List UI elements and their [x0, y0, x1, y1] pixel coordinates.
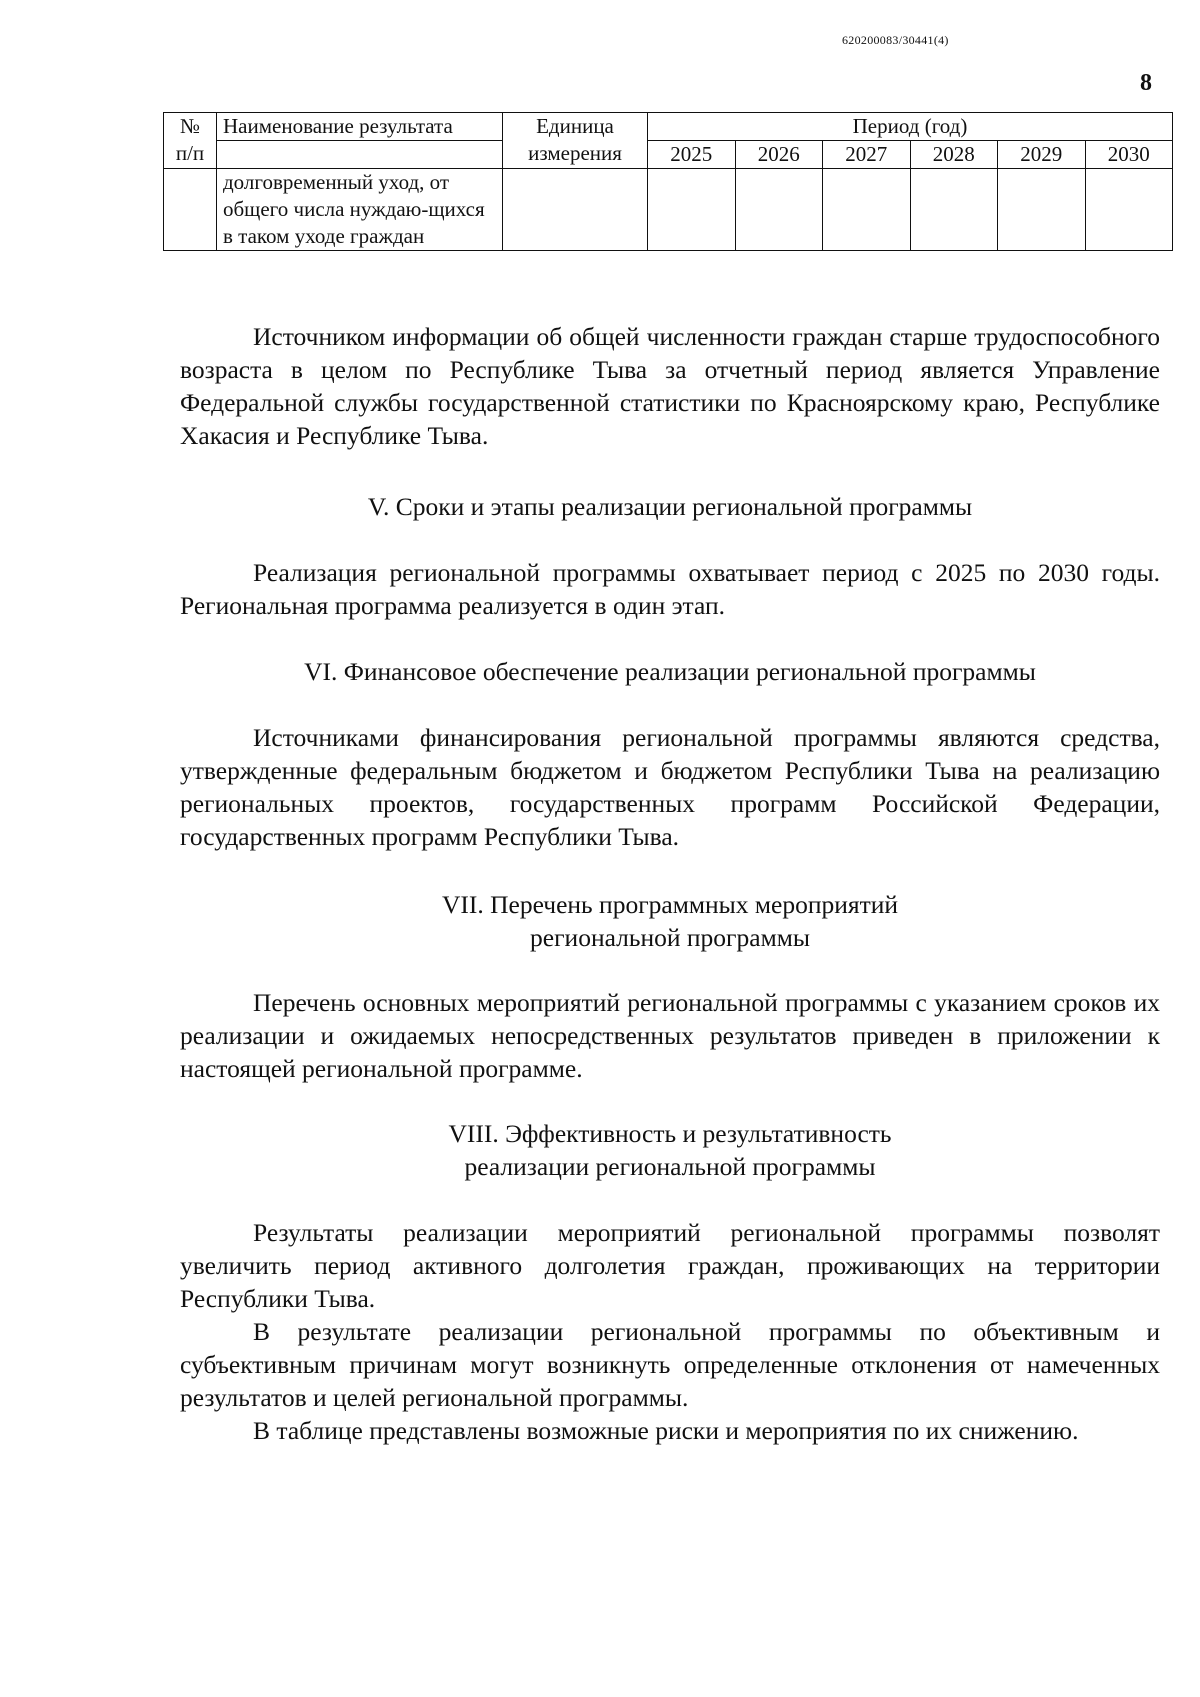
year-2029: 2029: [998, 141, 1086, 169]
row-number-cell: [164, 169, 217, 251]
table-header-row: [164, 113, 1173, 141]
heading-line: VII. Перечень программных мероприятий: [441, 890, 899, 919]
year-2030: 2030: [1085, 141, 1173, 169]
page-number: 8: [1140, 70, 1152, 96]
heading-line: VIII. Эффективность и результативность: [448, 1119, 892, 1148]
col-header-unit: Единица измерения: [503, 113, 648, 169]
paragraph-info-source: [180, 320, 1160, 452]
section-heading-viii: [180, 1117, 1160, 1183]
col-header-name-empty: [217, 141, 503, 169]
results-table: [163, 112, 1173, 251]
row-2025-cell: [648, 169, 736, 251]
section-heading-vii: [180, 888, 1160, 954]
row-unit-cell: [503, 169, 648, 251]
col-header-name: Наименование результата: [217, 113, 503, 141]
paragraph-text: Источниками финансирования региональной программы являются средства, утвержденные федеральным бюджетом и бюджетом Республики Тыва на реализацию региональных проектов, государственных программ Российской Федерации, государственных программ Республики Тыва.: [180, 723, 1160, 851]
paragraph-text: В результате реализации региональной программы по объективным и субъективным причинам могут возникнуть определенные отклонения от намеченных результатов и целей региональной программы.: [180, 1317, 1160, 1412]
year-2027: 2027: [823, 141, 911, 169]
section-heading-v: V. Сроки и этапы реализации региональной программы: [367, 492, 973, 521]
paragraph-effectiveness: [180, 1216, 1160, 1447]
paragraph-text: Источником информации об общей численности граждан старше трудоспособного возраста в целом по Республике Тыва за отчетный период является Управление Федеральной службы государственной статистики по Красноярскому краю, Республике Хакасия и Республике Тыва.: [180, 322, 1160, 450]
row-name-cell: долговременный уход, от общего числа нуждаю-щихся в таком уходе граждан: [217, 169, 503, 251]
col-header-period: Период (год): [648, 113, 1173, 141]
paragraph-timeline: [180, 556, 1160, 622]
row-2029-cell: [998, 169, 1086, 251]
row-2027-cell: [823, 169, 911, 251]
table-years-row: [164, 141, 1173, 169]
row-2030-cell: [1085, 169, 1173, 251]
heading-line: реализации региональной программы: [464, 1152, 876, 1181]
table-row: [164, 169, 1173, 251]
paragraph-activities: [180, 986, 1160, 1085]
year-2028: 2028: [910, 141, 998, 169]
col-header-number: № п/п: [164, 113, 217, 169]
year-2026: 2026: [735, 141, 823, 169]
paragraph-text: В таблице представлены возможные риски и мероприятия по их снижению.: [253, 1416, 1079, 1445]
document-id: 620200083/30441(4): [842, 33, 949, 47]
paragraph-text: Перечень основных мероприятий региональной программы с указанием сроков их реализации и ожидаемых непосредственных результатов приведен в приложении к настоящей региональной программе.: [180, 988, 1160, 1083]
row-2028-cell: [910, 169, 998, 251]
paragraph-financing: [180, 721, 1160, 853]
paragraph-text: Реализация региональной программы охватывает период с 2025 по 2030 годы. Региональная программа реализуется в один этап.: [180, 558, 1160, 620]
paragraph-text: Результаты реализации мероприятий региональной программы позволят увеличить период активного долголетия граждан, проживающих на территории Республики Тыва.: [180, 1218, 1160, 1313]
heading-line: региональной программы: [530, 923, 810, 952]
section-heading-vi: VI. Финансовое обеспечение реализации региональной программы: [304, 657, 1036, 686]
year-2025: 2025: [648, 141, 736, 169]
row-2026-cell: [735, 169, 823, 251]
